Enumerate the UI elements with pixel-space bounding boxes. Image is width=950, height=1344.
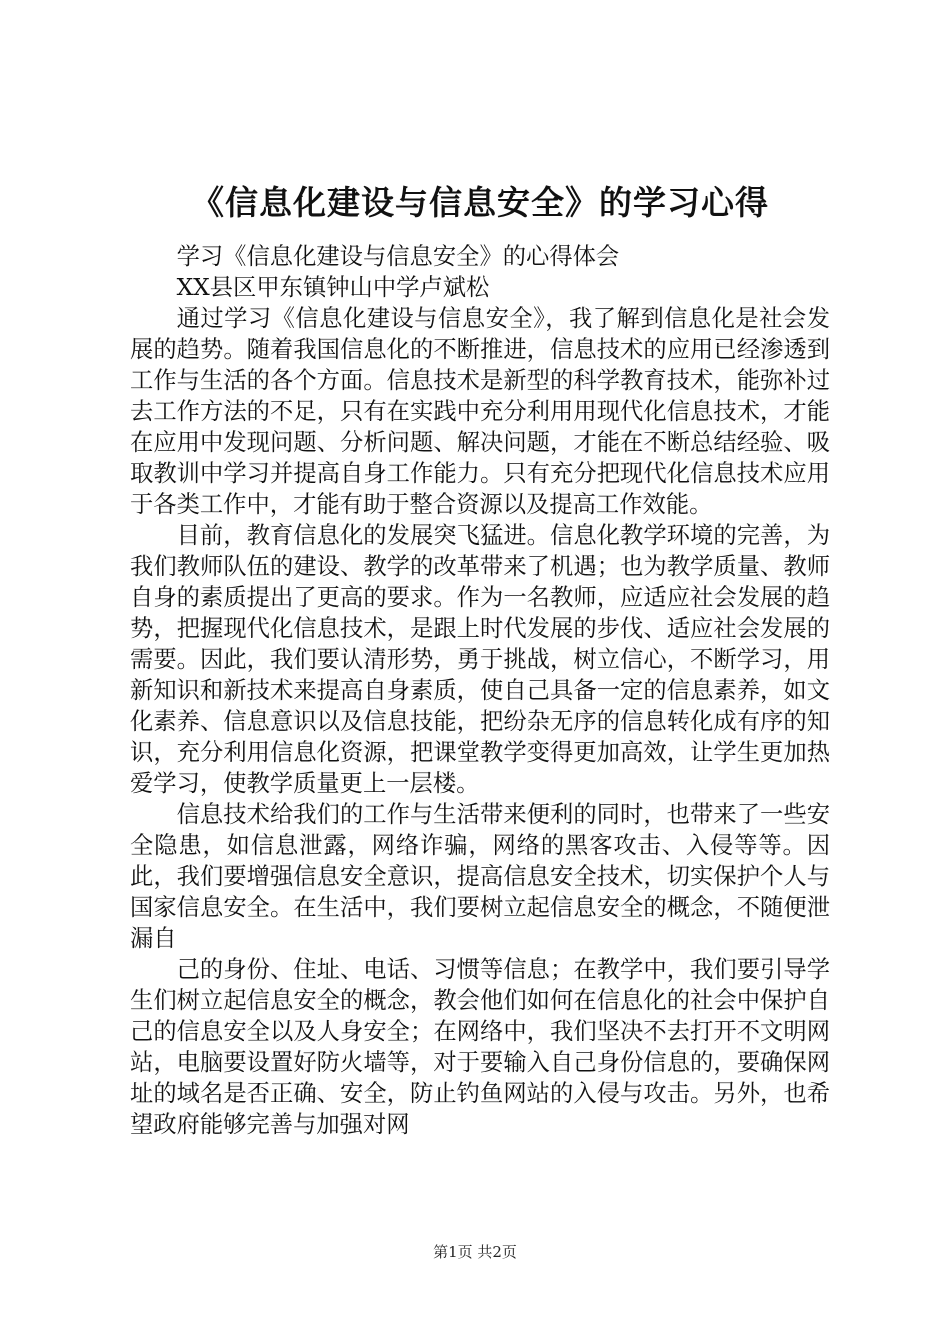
document-title: 《信息化建设与信息安全》的学习心得 — [191, 183, 769, 222]
body-paragraph-4: 己的身份、住址、电话、习惯等信息；在教学中，我们要引导学生们树立起信息安全的概念，教会他们如何在信息化的社会中保护自己的信息安全以及人身安全；在网络中，我们坚决不去打开不文明网站，电脑要设置好防火墙等，对于要输入自己身份信息的，要确保网址的域名是否正确、安全，防止钓鱼网站的入侵与攻击。另外，也希望政府能够完善与加强对网 — [130, 956, 830, 1138]
document-body — [130, 241, 830, 1140]
document-subtitle: 学习《信息化建设与信息安全》的心得体会 — [176, 243, 620, 270]
page-number-footer: 第1页 共2页 — [433, 1243, 517, 1261]
body-paragraph-2: 目前，教育信息化的发展突飞猛进。信息化教学环境的完善，为我们教师队伍的建设、教学的改革带来了机遇；也为教学质量、教师自身的素质提出了更高的要求。作为一名教师，应适应社会发展的趋势，把握现代化信息技术，是跟上时代发展的步伐、适应社会发展的需要。因此，我们要认清形势，勇于挑战，树立信心，不断学习，用新知识和新技术来提高自身素质，使自己具备一定的信息素养，如文化素养、信息意识以及信息技能，把纷杂无序的信息转化成有序的知识，充分利用信息化资源，把课堂教学变得更加高效，让学生更加热爱学习，使教学质量更上一层楼。 — [130, 522, 830, 797]
document-author: XX县区甲东镇钟山中学卢斌松 — [176, 274, 490, 301]
body-paragraph-1: 通过学习《信息化建设与信息安全》，我了解到信息化是社会发展的趋势。随着我国信息化的不断推进，信息技术的应用已经渗透到工作与生活的各个方面。信息技术是新型的科学教育技术，能弥补过去工作方法的不足，只有在实践中充分利用用现代化信息技术，才能在应用中发现问题、分析问题、解决问题，才能在不断总结经验、吸取教训中学习并提高自身工作能力。只有充分把现代化信息技术应用于各类工作中，才能有助于整合资源以及提高工作效能。 — [130, 305, 830, 518]
body-paragraph-3: 信息技术给我们的工作与生活带来便利的同时，也带来了一些安全隐患，如信息泄露，网络诈骗，网络的黑客攻击、入侵等等。因此，我们要增强信息安全意识，提高信息安全技术，切实保护个人与国家信息安全。在生活中，我们要树立起信息安全的概念，不随便泄漏自 — [130, 801, 830, 952]
